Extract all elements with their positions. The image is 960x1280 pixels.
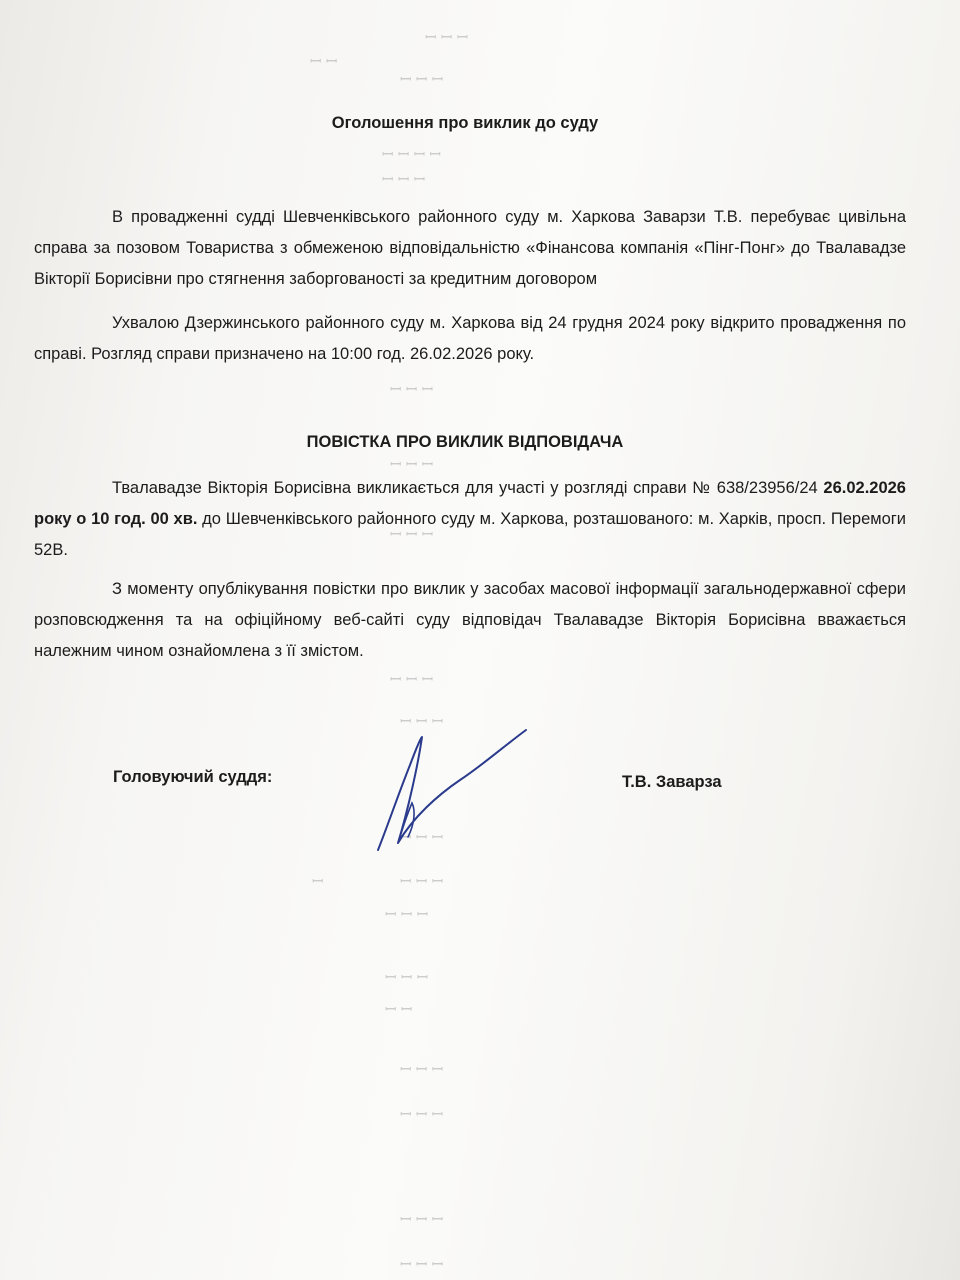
bleed-mark: ꟷ ꟷ ꟷ — [390, 672, 434, 688]
ruling-paragraph: Ухвалою Дзержинського районного суду м. Харкова від 24 грудня 2024 року відкрито провадження по справі. Розгляд справи призначено на 10:00 год. 26.02.2026 року. — [34, 314, 906, 363]
hearing-datetime: 26.02.2026 року о 10 год. 00 хв. — [34, 479, 906, 528]
bleed-mark: ꟷ ꟷ ꟷ — [400, 830, 444, 846]
summons-paragraph — [34, 473, 906, 566]
bleed-mark: ꟷ ꟷ ꟷ — [382, 172, 426, 188]
bleed-mark: ꟷ ꟷ ꟷ — [400, 1062, 444, 1078]
bleed-mark: ꟷ ꟷ ꟷ — [390, 527, 434, 543]
summons-text-end: до Шевченківського районного суду м. Харкова, розташованого: м. Харків, просп. Перемоги 52В. — [34, 510, 906, 559]
bleed-mark: ꟷ ꟷ ꟷ — [385, 970, 429, 986]
page-title: Оголошення про виклик до суду — [331, 114, 599, 132]
bleed-mark: ꟷ ꟷ ꟷ — [400, 72, 444, 88]
bleed-mark: ꟷ ꟷ ꟷ — [385, 907, 429, 923]
case-paragraph: В провадженні судді Шевченківського районного суду м. Харкова Заварзи Т.В. перебуває цивільна справа за позовом Товариства з обмеженою відповідальністю «Фінансова компанія «Пінг-Понг» до Твалавадзе Вікторії Борисівни про стягнення заборгованості за кредитним договором — [34, 208, 906, 288]
judge-name: Т.В. Заварза — [622, 773, 722, 791]
bleed-mark: ꟷ ꟷ ꟷ — [400, 1107, 444, 1123]
bleed-mark: ꟷ ꟷ ꟷ — [400, 874, 444, 890]
bleed-mark: ꟷ — [312, 874, 324, 890]
bleed-mark: ꟷ ꟷ — [310, 54, 338, 70]
bleed-mark: ꟷ ꟷ ꟷ — [400, 1257, 444, 1273]
handwritten-signature — [368, 725, 533, 855]
bleed-mark: ꟷ ꟷ ꟷ — [400, 1212, 444, 1228]
subpoena-title: ПОВІСТКА ПРО ВИКЛИК ВІДПОВІДАЧА — [306, 433, 624, 451]
signature-label: Головуючий суддя: — [113, 768, 273, 786]
bleed-mark: ꟷ ꟷ ꟷ — [400, 714, 444, 730]
bleed-mark: ꟷ ꟷ ꟷ — [390, 457, 434, 473]
bleed-mark: ꟷ ꟷ ꟷ — [390, 382, 434, 398]
bleed-mark: ꟷ ꟷ ꟷ ꟷ — [382, 147, 441, 163]
bleed-mark: ꟷ ꟷ — [385, 1002, 413, 1018]
bleed-mark: ꟷ ꟷ ꟷ — [425, 30, 469, 46]
summons-text-start: Твалавадзе Вікторія Борисівна викликається для участі у розгляді справи № 638/23956/24 — [112, 479, 824, 497]
notice-paragraph: З моменту опублікування повістки про виклик у засобах масової інформації загальнодержавної сфери розповсюдження та на офіційному веб-сайті суду відповідач Твалавадзе Вікторія Борисівна вважається належним чином ознайомлена з її змістом. — [34, 580, 906, 660]
